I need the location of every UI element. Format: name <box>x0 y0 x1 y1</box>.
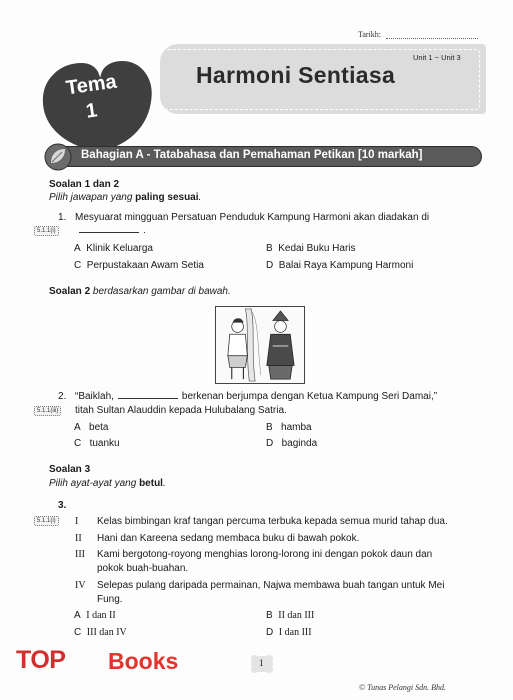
q1-blank: . <box>75 225 146 236</box>
q3-option-c[interactable]: C III dan IV <box>74 627 127 638</box>
q3-roman-4: IV <box>75 580 86 591</box>
q1-skill-code: 5.1.1(i) <box>34 226 59 236</box>
leaf-badge-icon <box>38 56 158 156</box>
q1-option-b[interactable]: B Kedai Buku Haris <box>266 243 356 254</box>
copyright: © Tunas Pelangi Sdn. Bhd. <box>359 683 446 692</box>
soalan-3-heading: Soalan 3 <box>49 464 91 475</box>
soalan-2-instruction: Soalan 2 berdasarkan gambar di bawah. <box>49 286 231 297</box>
q2-line2: titah Sultan Alauddin kepada Hulubalang Satria. <box>75 405 287 416</box>
page-number: 1 <box>259 658 264 668</box>
q3-statement-4: Selepas pulang daripada permainan, Najwa membawa buah tangan untuk Mei <box>97 580 445 591</box>
soalan-1-2-heading: Soalan 1 dan 2 <box>49 179 120 190</box>
q3-roman-2: II <box>75 533 82 544</box>
q1-option-c[interactable]: C Perpustakaan Awam Setia <box>74 260 204 271</box>
q1-text: Mesyuarat mingguan Persatuan Penduduk Kampung Harmoni akan diadakan di <box>75 212 430 223</box>
q3-option-d[interactable]: D I dan III <box>266 627 312 638</box>
q3-statement-3: Kami bergotong-royong menghias lorong-lorong ini dengan pokok daun dan <box>97 549 433 560</box>
q3-statement-2: Hani dan Kareena sedang membaca buku di bawah pokok. <box>97 533 360 544</box>
tarikh-label: Tarikh: <box>358 30 381 39</box>
q3-number: 3. <box>58 500 67 511</box>
q2-option-d[interactable]: D baginda <box>266 438 318 449</box>
q3-statement-4-cont: Fung. <box>97 594 123 605</box>
q3-option-b[interactable]: B II dan III <box>266 610 315 621</box>
q3-roman-3: III <box>75 549 85 560</box>
illustration-image <box>215 306 305 384</box>
q1-option-d[interactable]: D Balai Raya Kampung Harmoni <box>266 260 414 271</box>
tarikh-line <box>386 38 478 39</box>
q1-option-a[interactable]: A Klinik Keluarga <box>74 243 153 254</box>
soalan-1-2-instruction: Pilih jawapan yang paling sesuai. <box>49 192 202 203</box>
q1-number: 1. <box>58 212 67 223</box>
q2-number: 2. <box>58 391 67 402</box>
q2-option-a[interactable]: A beta <box>74 422 109 433</box>
section-title: Bahagian A - Tatabahasa dan Pemahaman Petikan [10 markah] <box>81 149 423 161</box>
leaf-section-icon <box>44 143 72 171</box>
page-title: Harmoni Sentiasa <box>196 62 396 88</box>
topbooks-logo <box>16 644 186 680</box>
q3-option-a[interactable]: A I dan II <box>74 610 116 621</box>
q2-option-c[interactable]: C tuanku <box>74 438 120 449</box>
unit-range: Unit 1 ~ Unit 3 <box>413 53 461 62</box>
logo-top-text: TOP <box>16 646 66 674</box>
q3-statement-1: Kelas bimbingan kraf tangan percuma terbuka kepada semua murid tahap dua. <box>97 516 448 527</box>
q3-statement-3-cont: pokok buah-buahan. <box>97 563 189 574</box>
soalan-3-instruction: Pilih ayat-ayat yang betul. <box>49 478 166 489</box>
q3-skill-code: 5.1.1(i) <box>34 516 59 526</box>
tema-label: Tema <box>64 70 118 100</box>
q2-line1: “Baiklah, berkenan berjumpa dengan Ketua Kampung Seri Damai,” <box>75 391 438 402</box>
q2-skill-code: 5.1.1(iii) <box>34 406 61 416</box>
q3-roman-1: I <box>75 516 79 527</box>
q2-option-b[interactable]: B hamba <box>266 422 312 433</box>
tema-number: 1 <box>84 99 99 123</box>
logo-books-text: Books <box>108 648 179 674</box>
